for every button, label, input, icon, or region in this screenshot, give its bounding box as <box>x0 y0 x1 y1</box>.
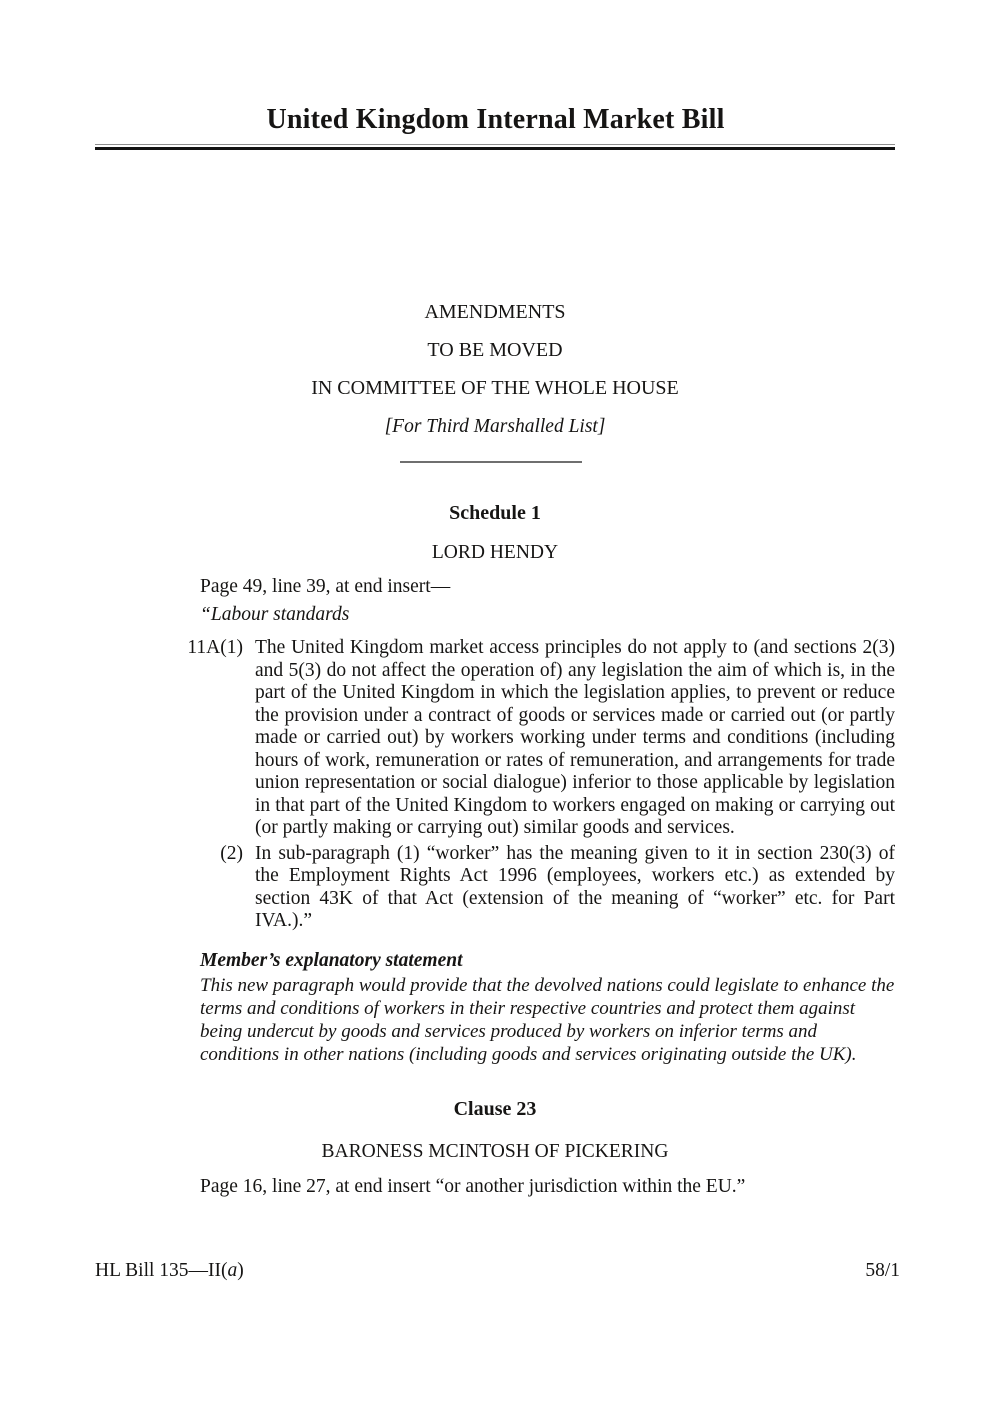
page-footer <box>95 1260 900 1282</box>
front-heading-line-3: IN COMMITTEE OF THE WHOLE HOUSE <box>311 377 679 399</box>
page-title: United Kingdom Internal Market Bill <box>266 104 725 135</box>
paragraph-text: The United Kingdom market access principles do not apply to (and sections 2(3) and 5(3) do not affect the operation of) any legislation the aim of which is, in the part of the United Kingdom in which the legislation applies, to prevent or reduce the provision under a contract of goods or services made or carried out (or partly made or carried out) by workers working under terms and conditions (including hours of work, remuneration or rates of remuneration, and arrangements for trade union representation or social dialogue) inferior to those applicable by legislation in that part of the United Kingdom to workers engaged on making or carrying out (or partly making or carrying out) similar goods and services. <box>255 637 895 838</box>
paragraph-label: (2) <box>220 842 243 864</box>
amendment-clause-23 <box>95 1099 895 1198</box>
section-heading: Clause 23 <box>453 1098 537 1120</box>
bill-reference-suffix: ) <box>237 1260 244 1281</box>
amendment-instruction: Page 49, line 39, at end insert— <box>200 576 451 597</box>
title-double-rule <box>95 144 895 150</box>
front-matter <box>95 302 895 437</box>
marshalled-list-note: [For Third Marshalled List] <box>384 416 606 437</box>
explanatory-statement-heading: Member’s explanatory statement <box>200 949 463 971</box>
mover-name: LORD HENDY <box>431 542 559 563</box>
explanatory-statement-text: This new paragraph would provide that the devolved nations could legislate to enhance the terms and conditions of workers in their respective countries and protect them against being undercut by goods and services produced by workers on inferior terms and conditions in other nations (including goods and services originating outside the UK). <box>200 974 895 1065</box>
bill-reference <box>95 1260 244 1282</box>
front-heading-line-2: TO BE MOVED <box>427 339 563 361</box>
amendment-paragraph <box>95 637 895 840</box>
front-heading-line-1: AMENDMENTS <box>424 301 566 323</box>
section-heading: Schedule 1 <box>449 502 541 524</box>
bill-reference-prefix: HL Bill 135—II( <box>95 1260 228 1281</box>
amendment-paragraph <box>95 843 895 933</box>
sheet-number: 58/1 <box>865 1260 900 1281</box>
amendment-instruction: Page 16, line 27, at end insert “or another jurisdiction within the EU.” <box>200 1176 746 1197</box>
inserted-text-heading: “Labour standards <box>200 604 350 625</box>
paragraph-text: In sub-paragraph (1) “worker” has the meaning given to it in section 230(3) of the Employment Rights Act 1996 (employees, workers etc.) as extended by section 43K of that Act (extension of the meaning of “worker” etc. for Part IVA.).” <box>255 842 895 931</box>
bill-reference-italic-letter: a <box>227 1260 238 1281</box>
amendment-schedule-1 <box>95 503 895 1066</box>
mover-name: BARONESS MCINTOSH OF PICKERING <box>321 1141 669 1162</box>
paragraph-label: 11A(1) <box>187 637 243 658</box>
section-divider-rule <box>400 461 582 463</box>
